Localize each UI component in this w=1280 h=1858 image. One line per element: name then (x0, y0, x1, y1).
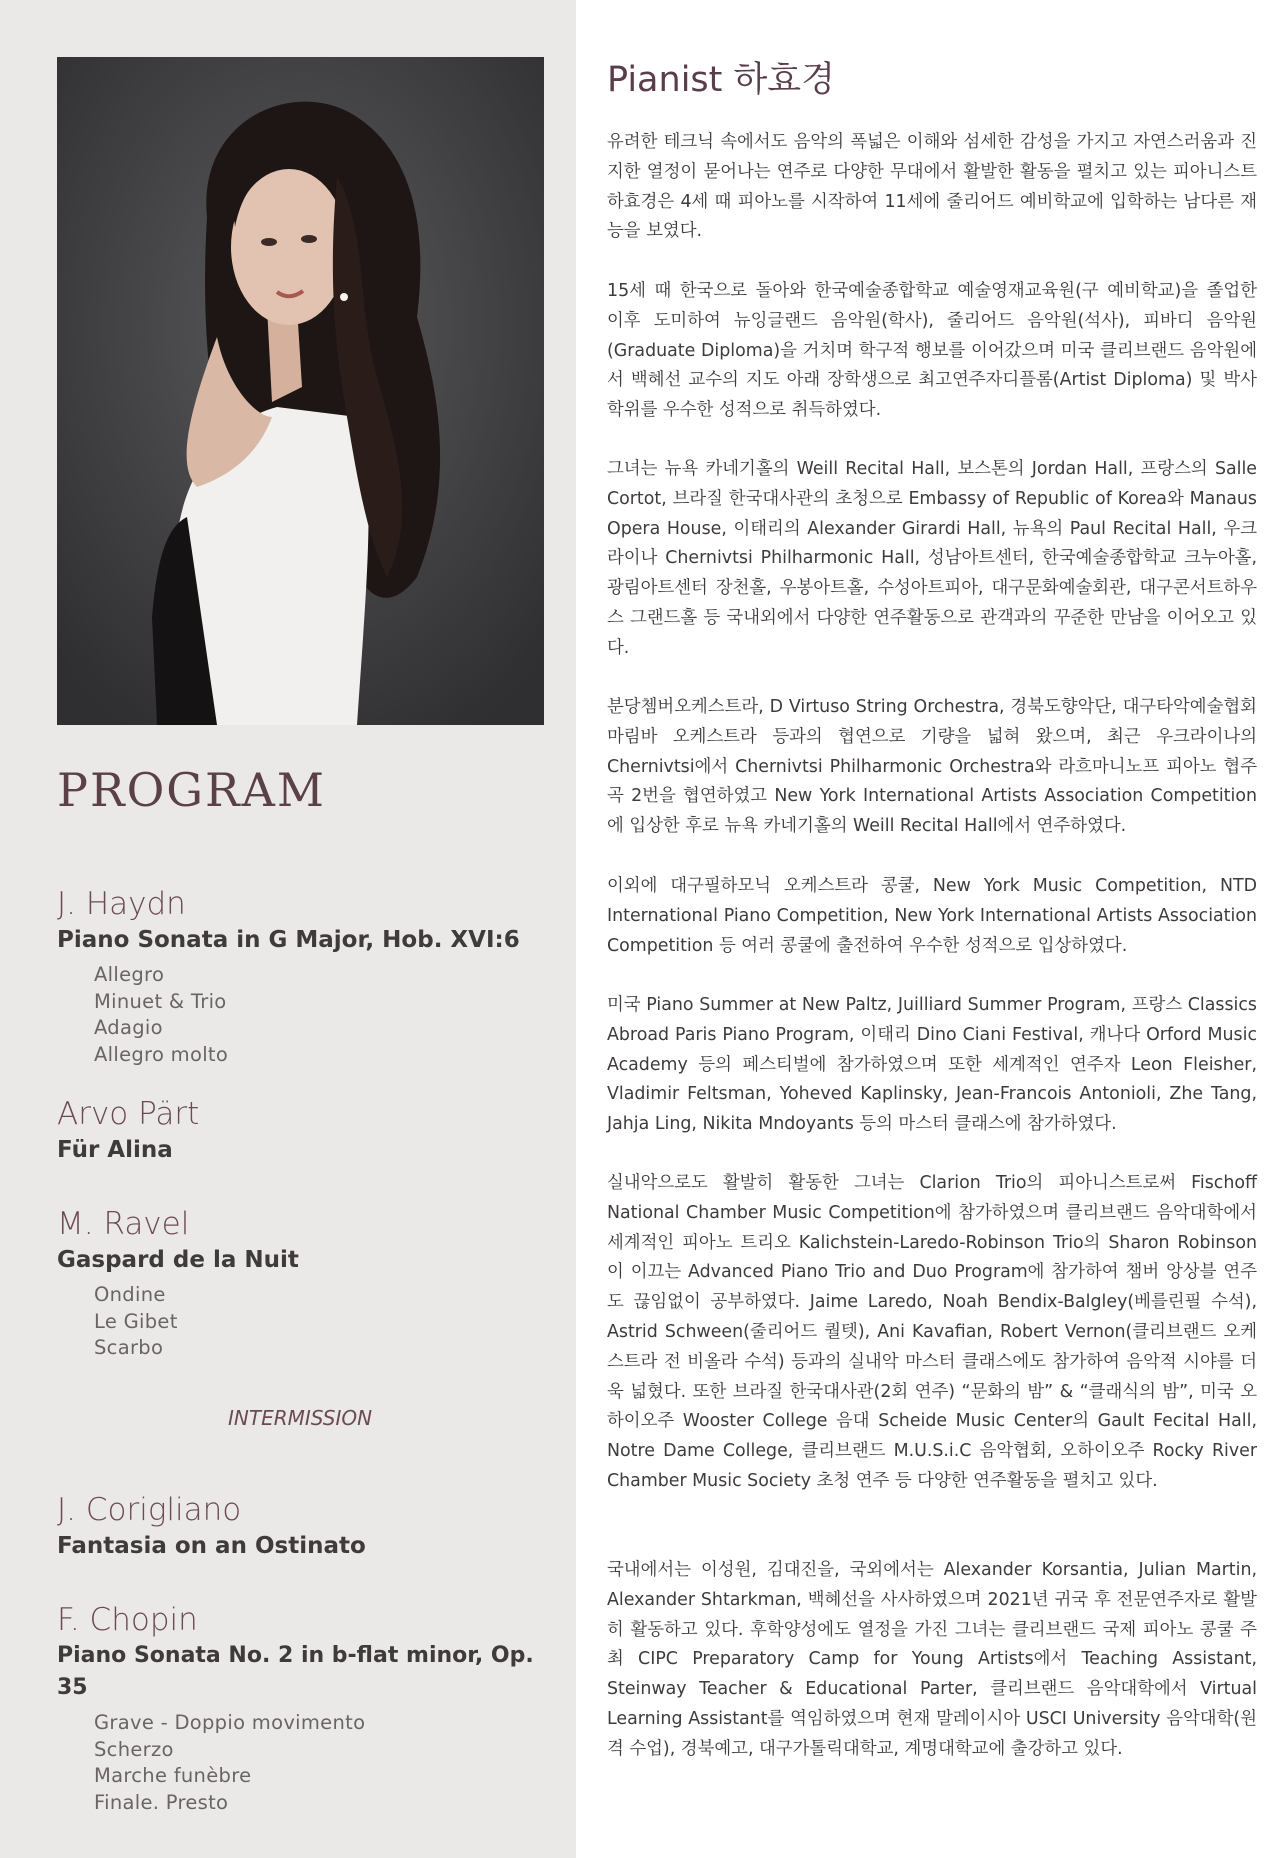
program-item-haydn (57, 884, 557, 1068)
composer-name: F. Chopin (57, 1602, 198, 1638)
pianist-portrait (57, 57, 544, 725)
program-item-ravel (57, 1204, 557, 1362)
composer-name: J. Corigliano (57, 1492, 242, 1528)
movement: Allegro (94, 963, 165, 986)
intermission-label: INTERMISSION (228, 1406, 373, 1430)
movement: Adagio (94, 1016, 163, 1039)
portrait-image (57, 57, 544, 725)
movement: Scherzo (94, 1737, 174, 1761)
bio-paragraph: 유려한 테크닉 속에서도 음악의 폭넓은 이해와 섬세한 감성을 가지고 자연스러움과 진지한 열정이 묻어나는 연주로 다양한 무대에서 활발한 활동을 펼치고 있는 피아니스트 하효경은 4세 때 피아노를 시작하여 11세에 줄리어드 예비학교에 입학하는 남다른 재능을 보였다. (607, 132, 1257, 242)
movement: Grave - Doppio movimento (94, 1711, 366, 1734)
bio-title: Pianist 하효경 (607, 60, 835, 100)
work-title: Piano Sonata No. 2 in b-flat minor, Op. 35 (57, 1643, 534, 1700)
bio-paragraph: 미국 Piano Summer at New Paltz, Juilliard Summer Program, 프랑스 Classics Abroad Paris Piano Program, 이태리 Dino Ciani Festival, 캐나다 Orford Music Academy 등의 페스티벌에 참가하였으며 또한 세계적인 연주자 Leon Fleisher, Vladimir Feltsman, Yoheved Kaplinsky, Jean-Francois Antonioli, Zhe Tang, Jahja Ling, Nikita Mndoyants 등의 마스터 클래스에 참가하였다. (607, 995, 1257, 1135)
work-title: Piano Sonata in G Major, Hob. XVI:6 (57, 927, 520, 953)
composer-name: J. Haydn (57, 886, 186, 922)
work-title: Für Alina (57, 1137, 173, 1163)
composer-name: M. Ravel (57, 1206, 190, 1242)
bio-paragraph: 이외에 대구필하모닉 오케스트라 콩쿨, New York Music Competition, NTD International Piano Competition, New York International Artists Association Competition 등 여러 콩쿨에 출전하여 우수한 성적으로 입상하였다. (607, 876, 1257, 956)
movement: Allegro molto (94, 1042, 229, 1066)
movement: Ondine (94, 1283, 166, 1306)
program-title: PROGRAM (57, 763, 326, 817)
movement: Marche funèbre (94, 1764, 252, 1787)
bio-paragraph: 15세 때 한국으로 돌아와 한국예술종합학교 예술영재교육원(구 예비학교)을 졸업한 이후 도미하여 뉴잉글랜드 음악원(학사), 줄리어드 음악원(석사), 피바디 음악원(Graduate Diploma)을 거치며 학구적 행보를 이어갔으며 미국 클리브랜드 음악원에서 백혜선 교수의 지도 아래 장학생으로 최고연주자디플롬(Artist Diploma) 및 박사학위를 우수한 성적으로 취득하였다. (607, 281, 1257, 421)
movement: Minuet & Trio (94, 989, 227, 1013)
bio-paragraph: 그녀는 뉴욕 카네기홀의 Weill Recital Hall, 보스톤의 Jordan Hall, 프랑스의 Salle Cortot, 브라질 한국대사관의 초청으로 Embassy of Republic of Korea와 Manaus Opera House, 이태리의 Alexander Girardi Hall, 뉴욕의 Paul Recital Hall, 우크라이나 Chernivtsi Philharmonic Hall, 성남아트센터, 한국예술종합학교 크누아홀, 광림아트센터 장천홀, 우봉아트홀, 수성아트피아, 대구문화예술회관, 대구콘서트하우스 그랜드홀 등 국내외에서 다양한 연주활동으로 관객과의 꾸준한 만남을 이어오고 있다. (607, 459, 1257, 658)
work-title: Gaspard de la Nuit (57, 1247, 299, 1273)
bio-paragraph: 국내에서는 이성원, 김대진을, 국외에서는 Alexander Korsantia, Julian Martin, Alexander Shtarkman, 백혜선을 사사하였으며 2021년 귀국 후 전문연주자로 활발히 활동하고 있다. 후학양성에도 열정을 가진 그녀는 클리브랜드 국제 피아노 콩쿨 주최 CIPC Preparatory Camp for Young Artists에서 Teaching Assistant, Steinway Teacher & Educational Parter, 클리브랜드 음악대학에서 Virtual Learning Assistant를 역임하였으며 현재 말레이시아 USCI University 음악대학(원격 수업), 경북예고, 대구가톨릭대학교, 계명대학교에 출강하고 있다. (607, 1560, 1257, 1759)
program-item-chopin (57, 1600, 569, 1816)
movement: Scarbo (94, 1336, 164, 1359)
program-column (0, 0, 576, 1858)
program-item-corigliano (57, 1490, 557, 1562)
work-title: Fantasia on an Ostinato (57, 1533, 366, 1559)
movement: Le Gibet (94, 1309, 178, 1333)
composer-name: Arvo Pärt (57, 1096, 200, 1132)
program-item-part (57, 1094, 557, 1166)
bio-paragraph: 분당쳄버오케스트라, D Virtuso String Orchestra, 경북도향악단, 대구타악예술협회 마림바 오케스트라 등과의 협연으로 기량을 넓혀 왔으며, 최근 우크라이나의 Chernivtsi에서 Chernivtsi Philharmonic Orchestra와 라흐마니노프 피아노 협주곡 2번을 협연하였고 New York International Artists Association Competition에 입상한 후로 뉴욕 카네기홀의 Weill Recital Hall에서 연주하였다. (607, 697, 1257, 837)
movement: Finale. Presto (94, 1790, 229, 1814)
bio-paragraph: 실내악으로도 활발히 활동한 그녀는 Clarion Trio의 피아니스트로써 Fischoff National Chamber Music Competition에 참가하였으며 클리브랜드 음악대학에서 세계적인 피아노 트리오 Kalichstein-Laredo-Robinson Trio의 Sharon Robinson이 이끄는 Advanced Piano Trio and Duo Program에 참가하여 챔버 앙상블 연주도 끊임없이 공부하였다. Jaime Laredo, Noah Bendix-Balgley(베를린필 수석), Astrid Schween(줄리어드 퀄텟), Ani Kavafian, Robert Vernon(클리브랜드 오케스트라 전 비올라 수석) 등과의 실내악 마스터 클래스에도 참가하여 음악적 시야를 더욱 넓혔다. 또한 브라질 한국대사관(2회 연주) “문화의 밤” & “클래식의 밤”, 미국 오하이오주 Wooster College 음대 Scheide Music Center의 Gault Fecital Hall, Notre Dame College, 클리브랜드 M.U.S.i.C 음악협회, 오하이오주 Rocky River Chamber Music Society 초청 연주 등 다양한 연주활동을 펼치고 있다. (607, 1173, 1257, 1491)
